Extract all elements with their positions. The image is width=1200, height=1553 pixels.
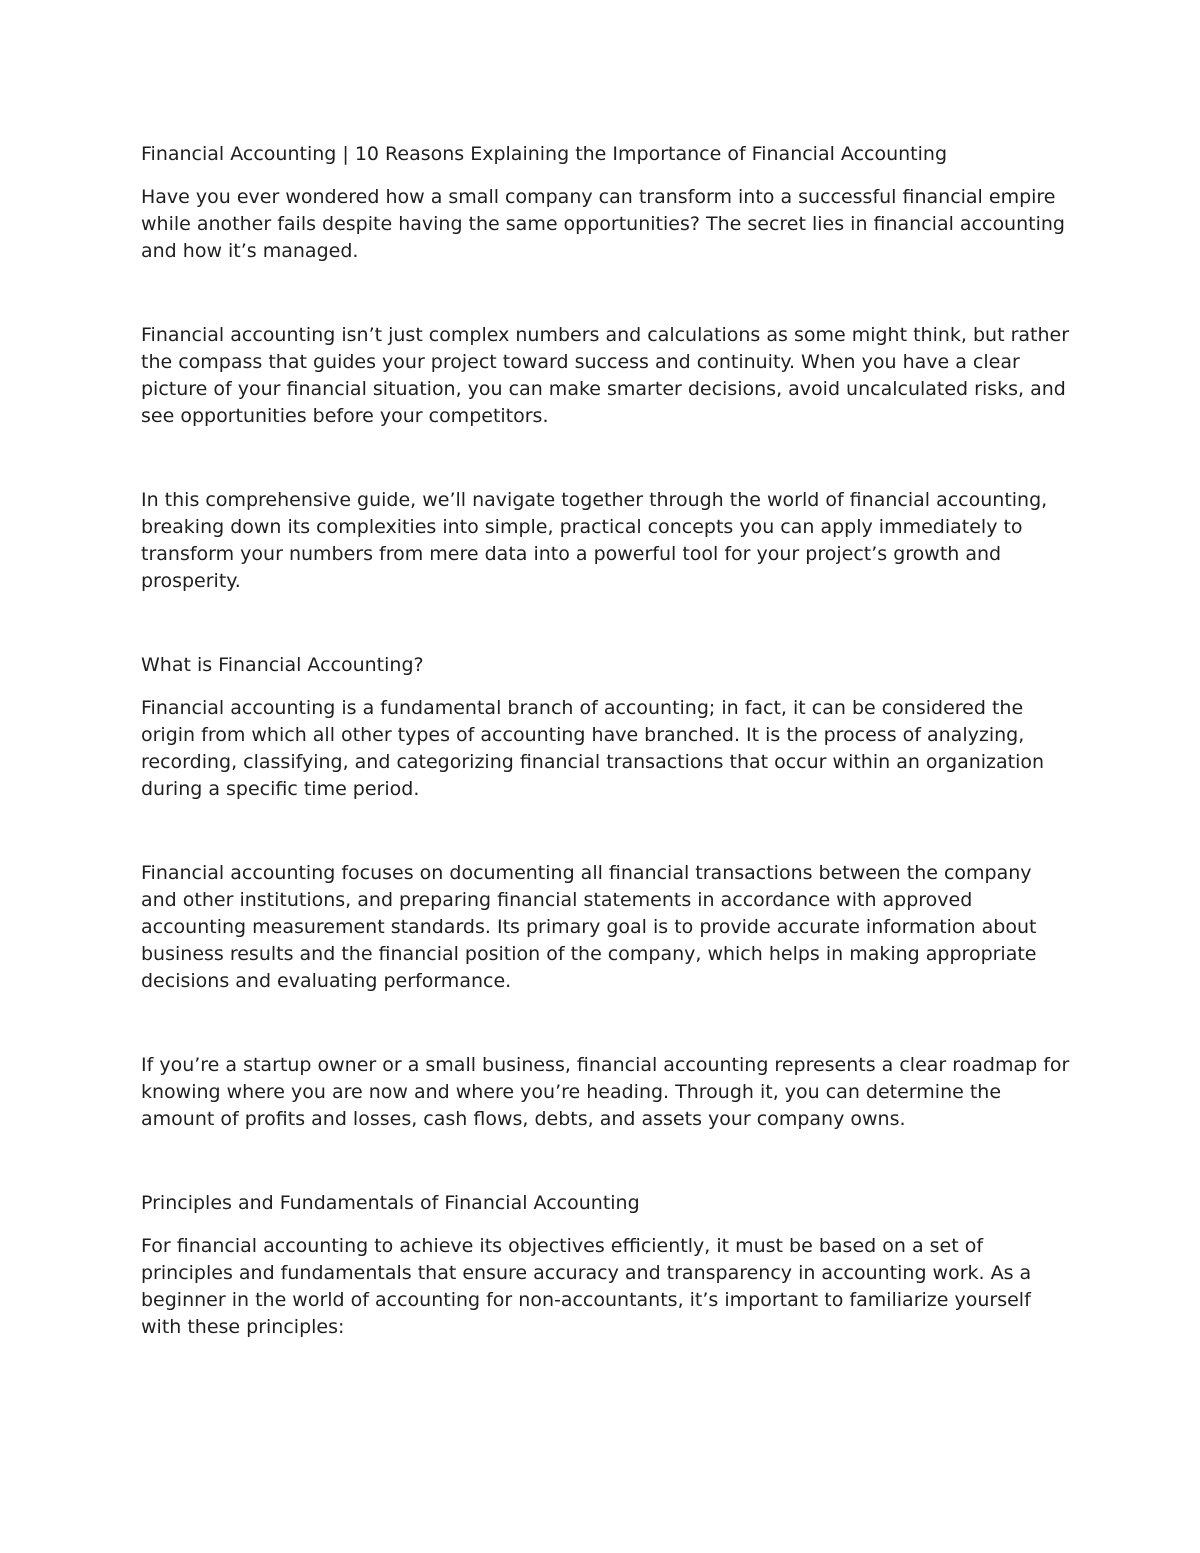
section-heading-principles: Principles and Fundamentals of Financial Accounting	[141, 1192, 640, 1214]
section2-paragraph-1: For financial accounting to achieve its objectives efficiently, it must be based on a set of principles and fundamentals that ensure accuracy and transparency in accounting work. As a beginner in the world of accounting for non-accountants, it’s important to familiarize yourself with these principles:	[141, 1235, 1032, 1338]
intro-paragraph-2: Financial accounting isn’t just complex numbers and calculations as some might think, but rather the compass that guides your project toward success and continuity. When you have a clear picture of your financial situation, you can make smarter decisions, avoid uncalculated risks, and see opportunities before your competitors.	[141, 324, 1070, 427]
section1-paragraph-2: Financial accounting focuses on documenting all financial transactions between the company and other institutions, and preparing financial statements in accordance with approved accounting measurement standards. Its primary goal is to provide accurate information about business results and the financial position of the company, which helps in making appropriate decisions and evaluating performance.	[141, 862, 1037, 992]
document-title: Financial Accounting | 10 Reasons Explaining the Importance of Financial Accounting	[141, 143, 948, 165]
intro-paragraph-3: In this comprehensive guide, we’ll navigate together through the world of financial accounting, breaking down its complexities into simple, practical concepts you can apply immediately to transform your numbers from mere data into a powerful tool for your project’s growth and prosperity.	[141, 489, 1048, 592]
intro-paragraph-1: Have you ever wondered how a small company can transform into a successful financial empire while another fails despite having the same opportunities? The secret lies in financial accounting and how it’s managed.	[141, 186, 1065, 262]
document-body	[141, 141, 1071, 1341]
section1-paragraph-1: Financial accounting is a fundamental branch of accounting; in fact, it can be considered the origin from which all other types of accounting have branched. It is the process of analyzing, recording, classifying, and categorizing financial transactions that occur within an organization during a specific time period.	[141, 697, 1045, 800]
section-heading-what-is: What is Financial Accounting?	[141, 654, 424, 676]
section1-paragraph-3: If you’re a startup owner or a small business, financial accounting represents a clear roadmap for knowing where you are now and where you’re heading. Through it, you can determine the amount of profits and losses, cash flows, debts, and assets your company owns.	[141, 1054, 1070, 1130]
